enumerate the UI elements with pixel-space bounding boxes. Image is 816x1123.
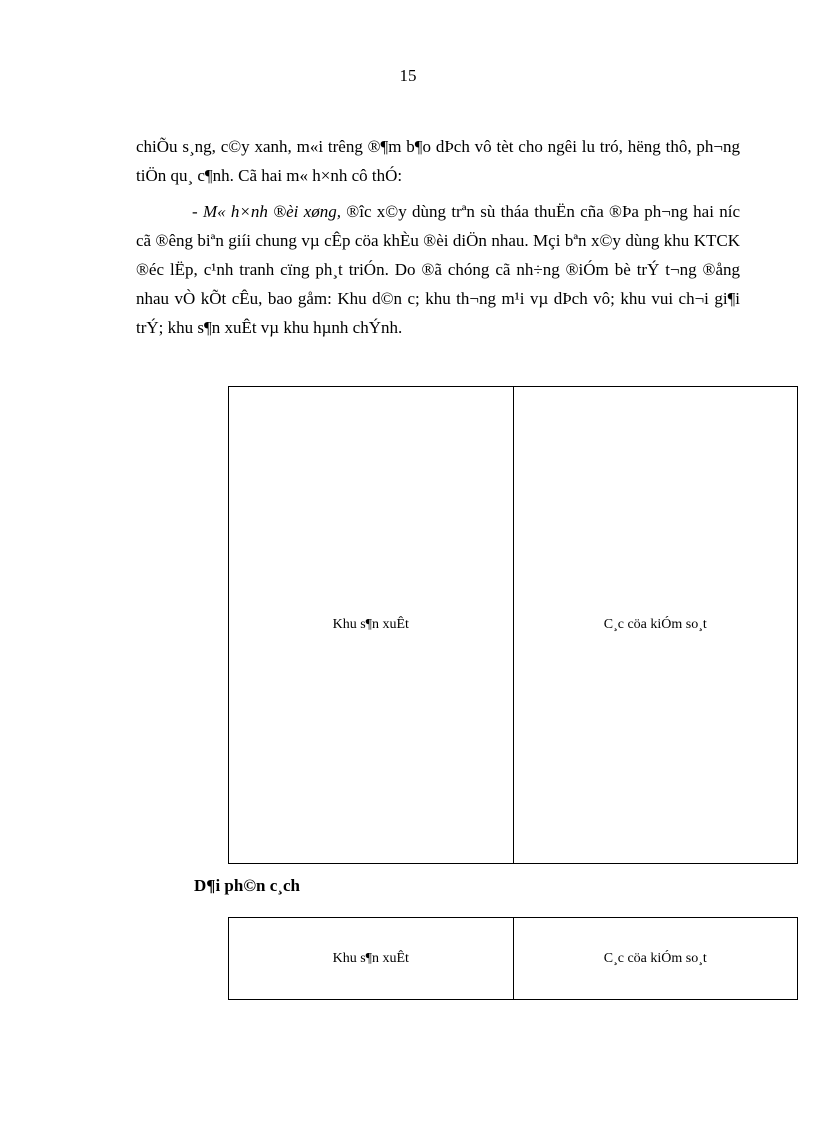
diagram-small <box>228 917 798 1000</box>
paragraph-2-body: ®îc x©y dùng trªn sù tháa thuËn cña ®Þa ph¬ng hai níc cã ®êng biªn giíi chung vµ cÊp cöa khÈu ®èi diÖn nhau. Mçi bªn x©y dùng khu KTCK ®éc lËp, c¹nh tranh cïng ph¸t triÓn. Do ®ã chóng cã nh÷ng ®iÓm bè trÝ t¬ng ®ång nhau vÒ kÕt cÊu, bao gåm: Khu d©n c; khu th¬ng m¹i vµ dÞch vô; khu vui ch¬i gi¶i trÝ; khu s¶n xuÊt vµ khu hµnh chÝnh. <box>136 202 740 337</box>
model-heading: - M« h×nh ®èi xøng, <box>192 202 341 221</box>
diagram-large <box>228 386 798 864</box>
paragraph-1: chiÕu s¸ng, c©y xanh, m«i trêng ®¶m b¶o dÞch vô tèt cho ngêi lu tró, hëng thô, ph¬ng tiÖn qu¸ c¶nh. Cã hai m« h×nh cô thÓ: <box>136 137 740 185</box>
zone-production-label: Khu s¶n xuÊt <box>332 950 409 966</box>
zone-production-top <box>229 387 513 863</box>
paragraph-2 <box>136 197 740 342</box>
page-number: 15 <box>399 66 417 85</box>
zone-production-bottom <box>229 918 513 999</box>
zone-checkpoints-label: C¸c cöa kiÓm so¸t <box>603 950 707 966</box>
zone-checkpoints-label: C¸c cöa kiÓm so¸t <box>603 617 707 632</box>
zone-checkpoints-top <box>513 387 798 863</box>
zone-production-label: Khu s¶n xuÊt <box>332 617 409 632</box>
zone-checkpoints-bottom <box>513 918 798 999</box>
separator-label: D¶i ph©n c¸ch <box>194 876 300 895</box>
